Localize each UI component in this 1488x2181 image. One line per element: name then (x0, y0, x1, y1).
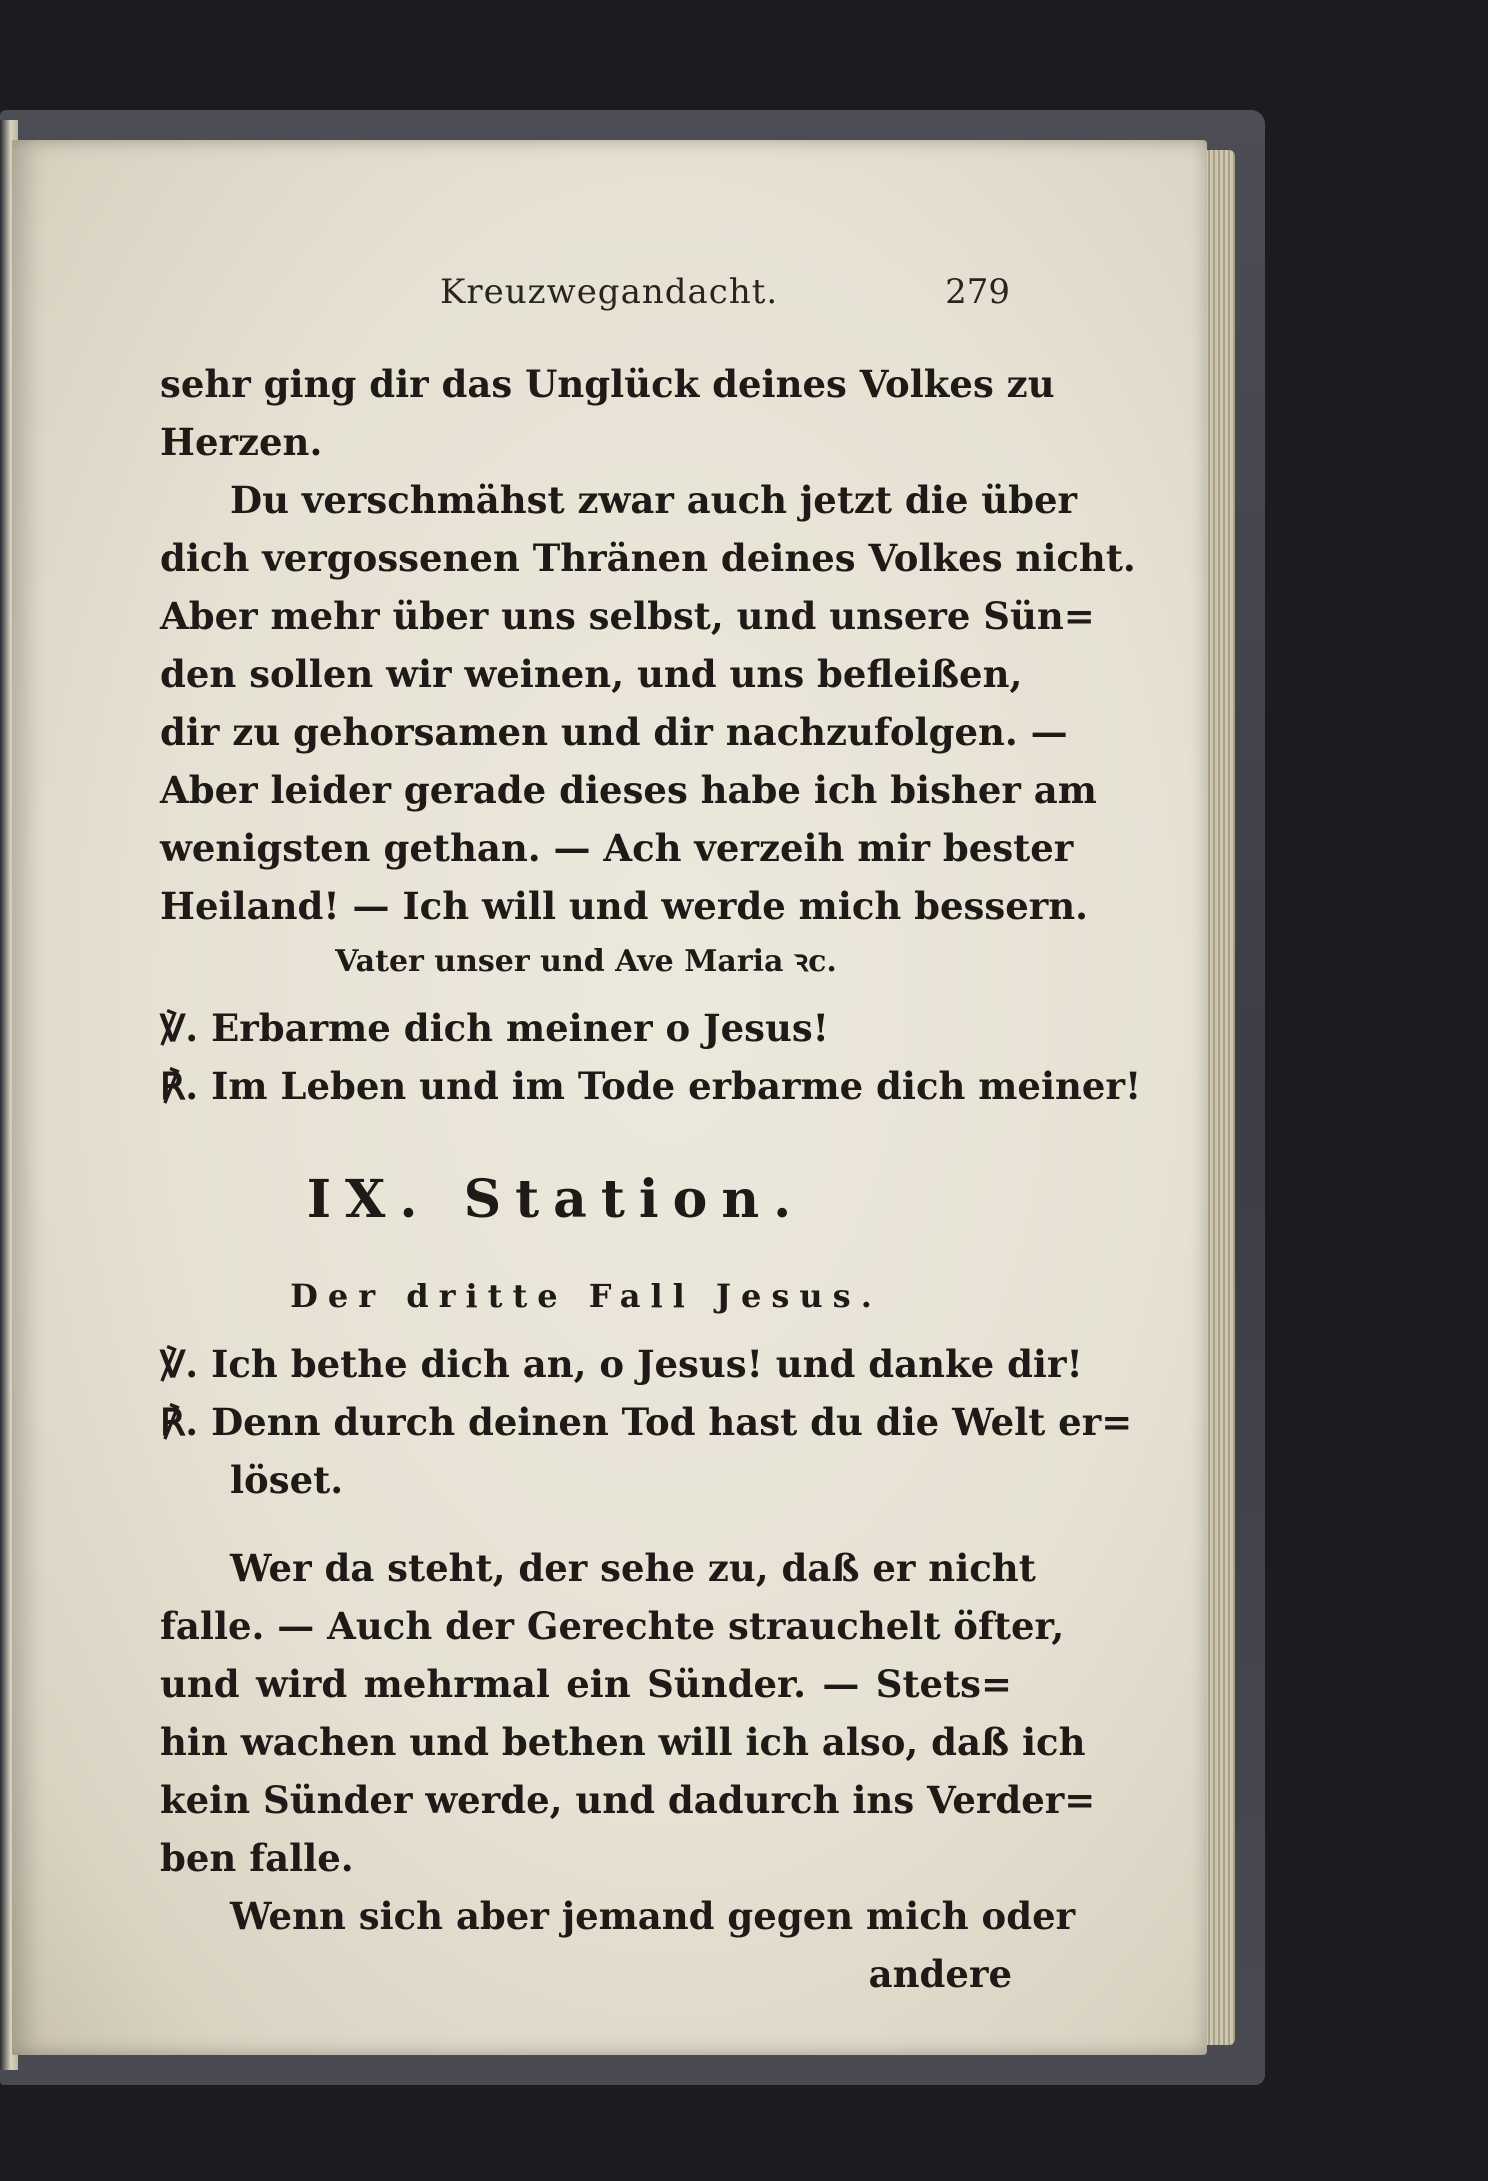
response-text: Denn durch deinen Tod hast du die Welt er= (211, 1400, 1133, 1444)
spacer (160, 1509, 1012, 1539)
station-title: IX. Station. (306, 1169, 806, 1230)
text-line: Du verschmähst zwar auch jetzt die über (230, 478, 1078, 522)
versicle-mark: ℣. (160, 1342, 199, 1386)
text-line: falle. — Auch der Gerechte strauchelt öfter, (160, 1604, 1065, 1648)
versicle-mark: ℣. (160, 1006, 199, 1050)
text-line: den sollen wir weinen, und uns befleißen, (160, 652, 1023, 696)
versicle-text: Ich bethe dich an, o Jesus! und danke dir! (211, 1342, 1083, 1386)
station-subtitle: Der dritte Fall Jesus. (290, 1277, 882, 1315)
page-header (440, 272, 1010, 322)
text-line: hin wachen und bethen will ich also, daß ich (160, 1720, 1086, 1764)
text-line: Heiland! — Ich will und werde mich bessern. (160, 884, 1089, 928)
prayer-line: Vater unser und Ave Maria ꝛc. (335, 944, 837, 979)
versicle (160, 1335, 1083, 1393)
text-line: dich vergossenen Thränen deines Volkes nicht. (160, 536, 1136, 580)
response-mark: ℟. (160, 1400, 199, 1444)
text-line: dir zu gehorsamen und dir nachzufolgen. — (160, 710, 1068, 754)
text-line: Wenn sich aber jemand gegen mich oder (230, 1894, 1076, 1938)
response-continuation: löset. (230, 1458, 344, 1502)
text-line: wenigsten gethan. — Ach verzeih mir bester (160, 826, 1074, 870)
response (160, 1393, 1133, 1451)
text-line: Aber leider gerade dieses habe ich bisher am (160, 768, 1097, 812)
text-line: kein Sünder werde, und dadurch ins Verder= (160, 1778, 1096, 1822)
versicle (160, 999, 1012, 1057)
response-mark: ℟. (160, 1064, 199, 1108)
text-line: ben falle. (160, 1836, 354, 1880)
versicle-text: Erbarme dich meiner o Jesus! (211, 1006, 829, 1050)
catchword: andere (868, 1952, 1012, 1996)
text-line: Herzen. (160, 420, 323, 464)
running-head: Kreuzwegandacht. (440, 272, 779, 312)
text-line: sehr ging dir das Unglück deines Volkes zu (160, 362, 1055, 406)
response (160, 1057, 1142, 1115)
page-number: 279 (945, 272, 1010, 312)
text-line: Wer da steht, der sehe zu, daß er nicht (230, 1546, 1036, 1590)
text-line: und wird mehrmal ein Sünder. — Stets= (160, 1662, 1012, 1706)
response-text: Im Leben und im Tode erbarme dich meiner! (211, 1064, 1142, 1108)
text-line: Aber mehr über uns selbst, und unsere Sün= (160, 594, 1095, 638)
page-text (160, 355, 1142, 2003)
